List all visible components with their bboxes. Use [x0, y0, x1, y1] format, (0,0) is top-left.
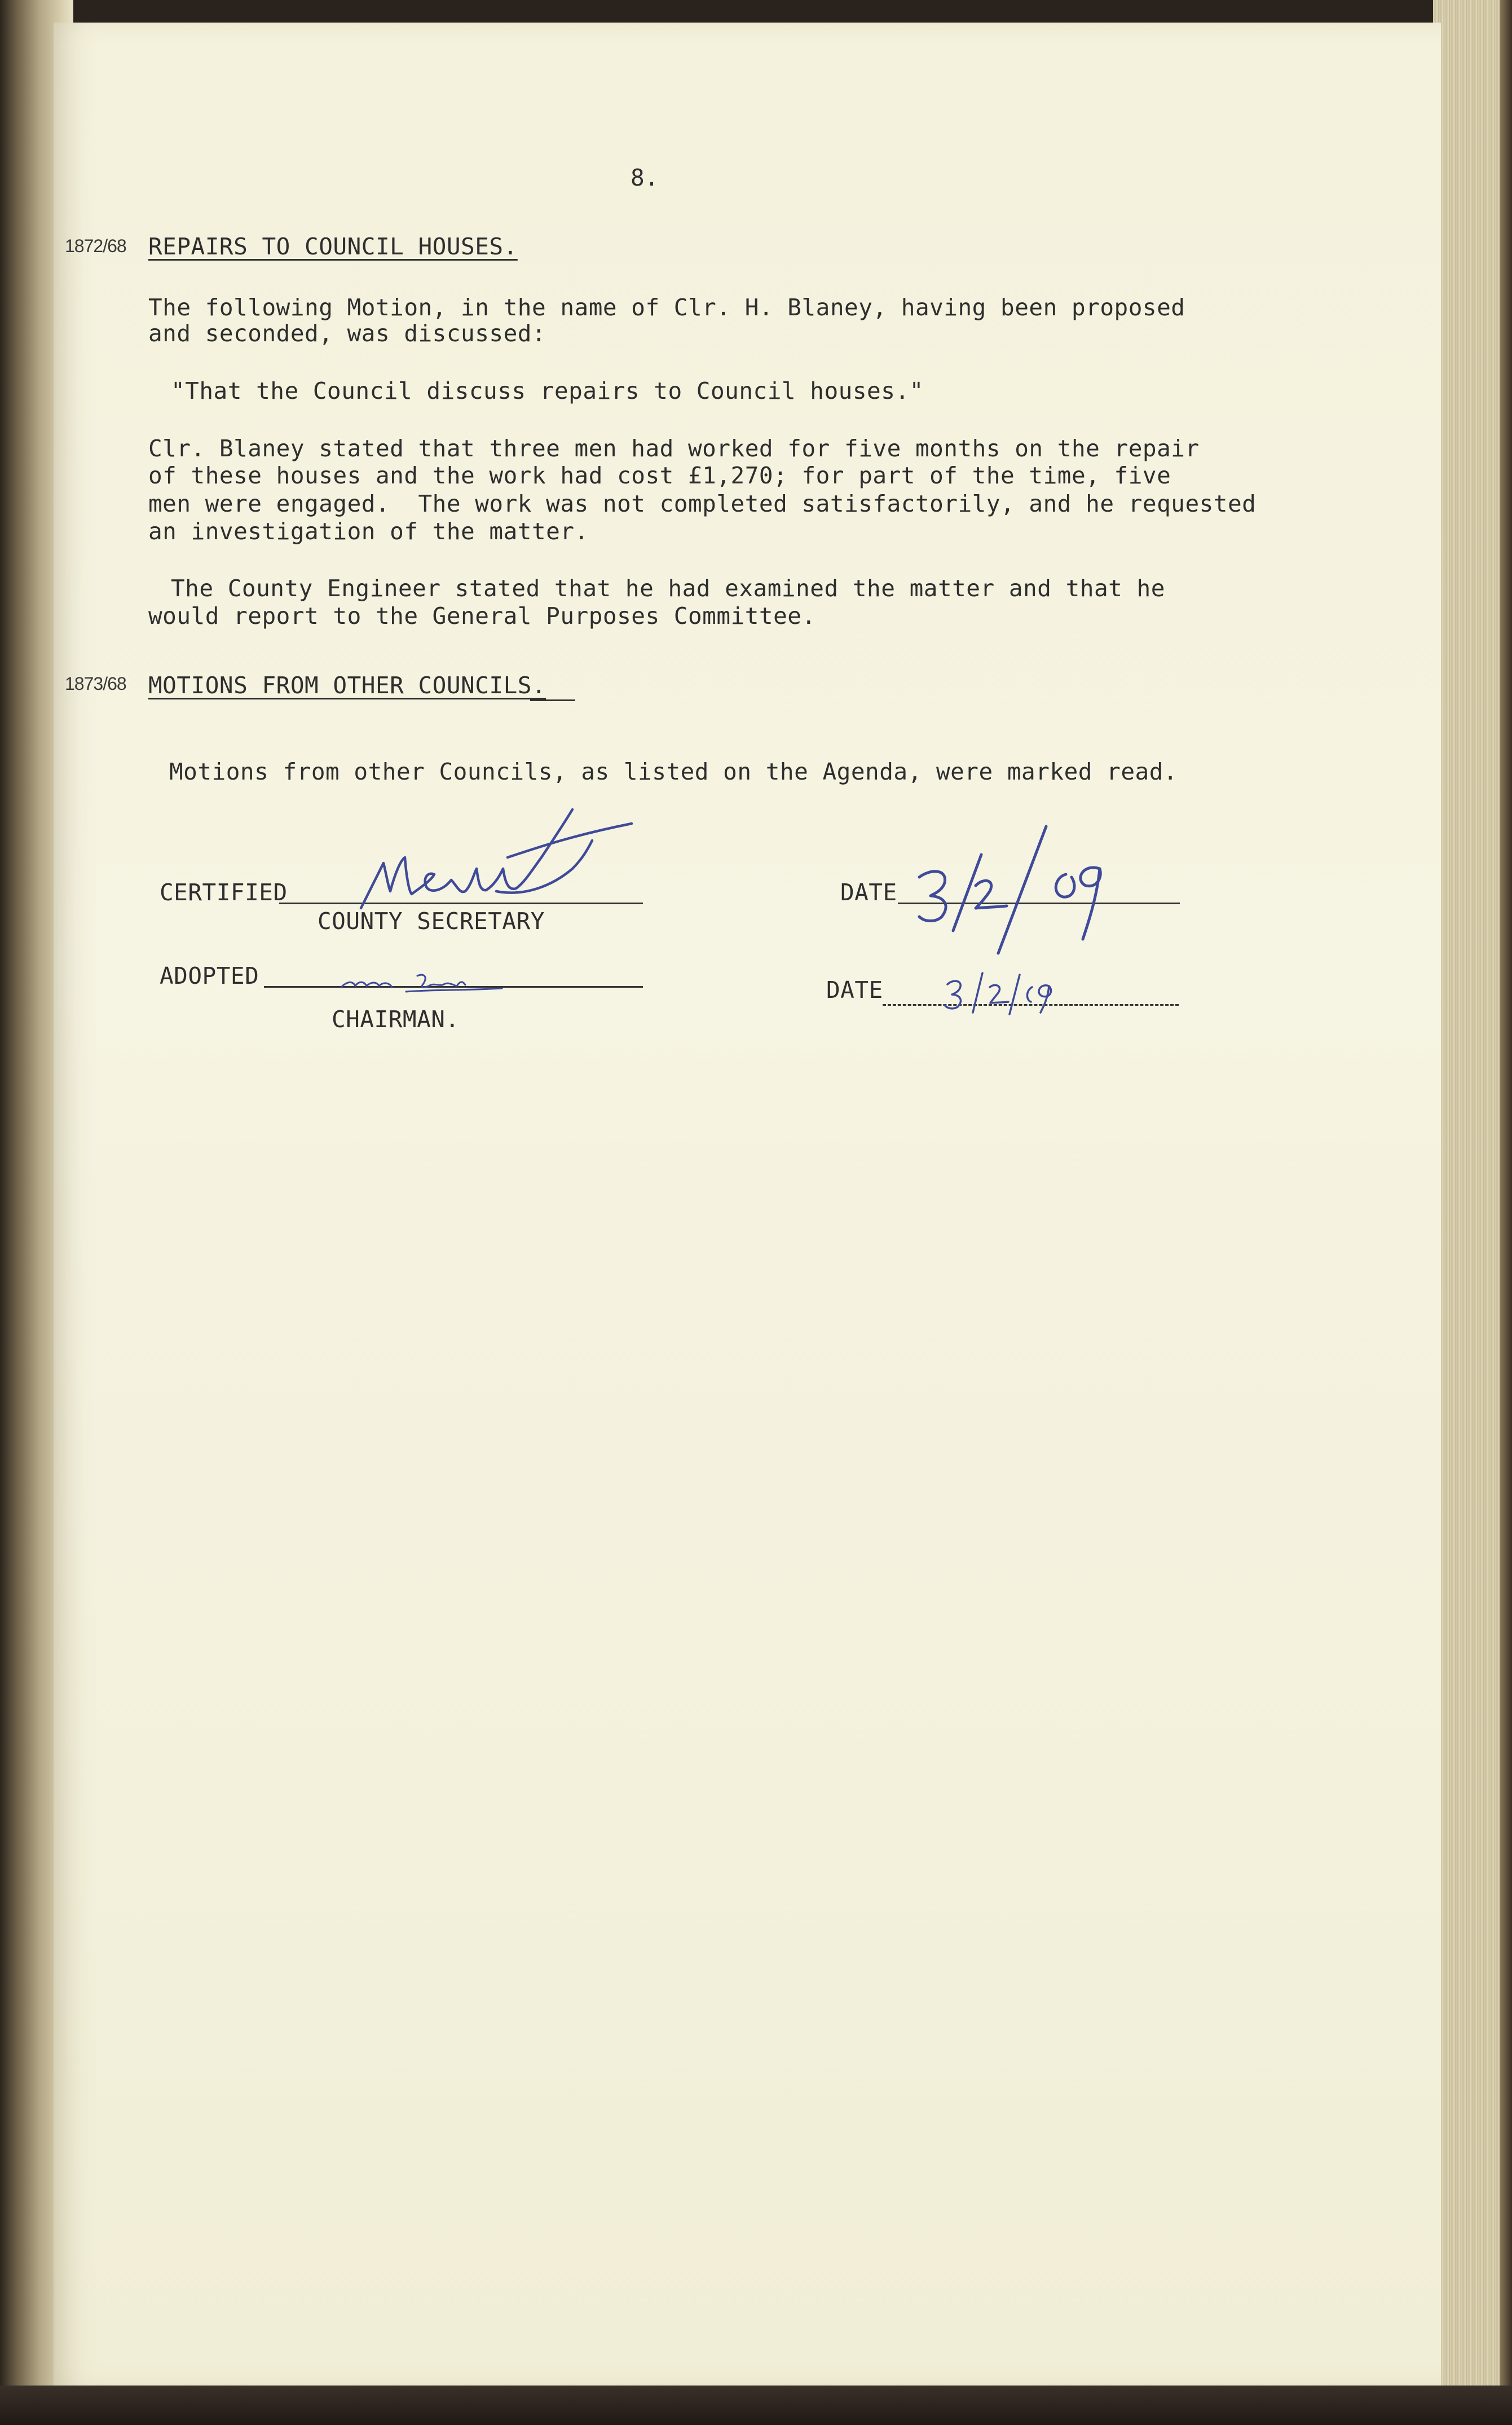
secretary-signature [338, 801, 677, 942]
paragraph-line: men were engaged. The work was not completed satisfactorily, and he requested [148, 490, 1257, 517]
paragraph-line: The following Motion, in the name of Clr. H. Blaney, having been proposed [148, 294, 1185, 321]
date-label: DATE [840, 879, 897, 906]
paragraph-line: and seconded, was discussed: [148, 320, 546, 347]
section-ref: 1872/68 [65, 236, 126, 256]
certified-label: CERTIFIED [160, 879, 288, 906]
paragraph-line: an investigation of the matter. [148, 518, 589, 545]
page-number: 8. [631, 164, 659, 191]
paragraph-line: The County Engineer stated that he had examined the matter and that he [171, 575, 1165, 602]
handwritten-date-1 [914, 824, 1117, 959]
paragraph-line: would report to the General Purposes Committee. [148, 602, 816, 630]
handwritten-date-2 [942, 970, 1066, 1015]
heading-underline-extension [530, 699, 575, 701]
paragraph-line: of these houses and the work had cost £1,270; for part of the time, five [148, 462, 1171, 489]
page-stack-edge [1433, 0, 1512, 2425]
date-label: DATE [826, 976, 883, 1004]
section-heading: MOTIONS FROM OTHER COUNCILS. [148, 672, 546, 699]
section-heading: REPAIRS TO COUNCIL HOUSES. [148, 233, 518, 260]
section-ref: 1873/68 [65, 674, 126, 694]
adopted-label: ADOPTED [160, 962, 259, 989]
motion-quote: "That the Council discuss repairs to Council houses." [171, 377, 924, 404]
adopted-role: CHAIRMAN. [332, 1006, 460, 1033]
scan-bottom-edge [0, 2386, 1512, 2425]
paragraph-line: Clr. Blaney stated that three men had worked for five months on the repair [148, 435, 1200, 462]
paragraph-line: Motions from other Councils, as listed on the Agenda, were marked read. [169, 758, 1178, 785]
certified-role: COUNTY SECRETARY [318, 908, 545, 935]
chairman-signature [338, 965, 519, 998]
